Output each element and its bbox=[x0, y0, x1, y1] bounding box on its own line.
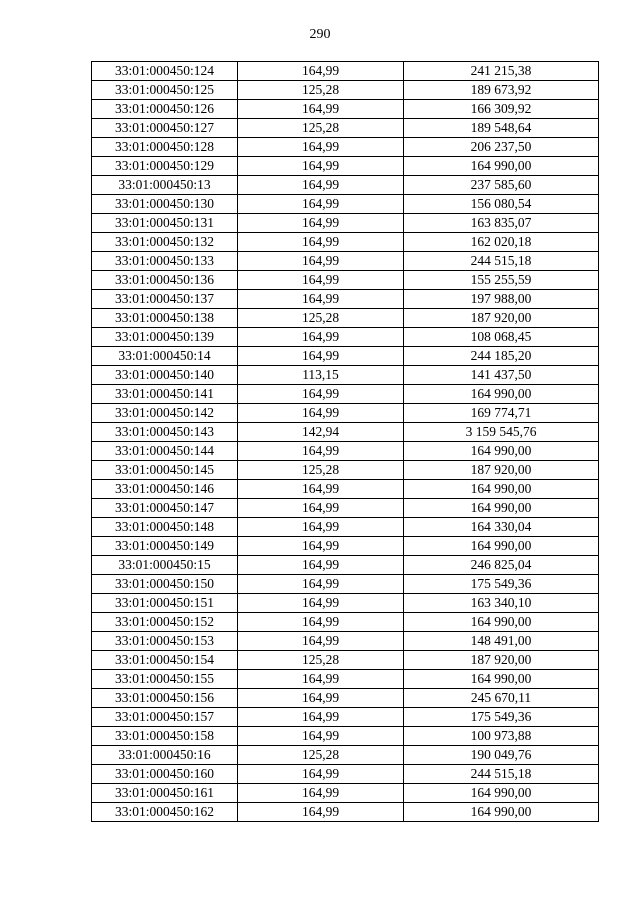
cadastral-number-cell: 33:01:000450:126 bbox=[92, 100, 238, 119]
cadastral-number-cell: 33:01:000450:141 bbox=[92, 385, 238, 404]
table-row bbox=[92, 461, 599, 480]
area-cell: 125,28 bbox=[238, 309, 404, 328]
area-cell: 142,94 bbox=[238, 423, 404, 442]
cadastral-number-cell: 33:01:000450:16 bbox=[92, 746, 238, 765]
table-row bbox=[92, 385, 599, 404]
value-cell: 148 491,00 bbox=[404, 632, 599, 651]
table-row bbox=[92, 803, 599, 822]
cadastral-number-cell: 33:01:000450:154 bbox=[92, 651, 238, 670]
value-cell: 189 673,92 bbox=[404, 81, 599, 100]
area-cell: 164,99 bbox=[238, 765, 404, 784]
cadastral-number-cell: 33:01:000450:14 bbox=[92, 347, 238, 366]
table-row bbox=[92, 518, 599, 537]
value-cell: 206 237,50 bbox=[404, 138, 599, 157]
area-cell: 164,99 bbox=[238, 632, 404, 651]
area-cell: 164,99 bbox=[238, 594, 404, 613]
cadastral-number-cell: 33:01:000450:150 bbox=[92, 575, 238, 594]
value-cell: 141 437,50 bbox=[404, 366, 599, 385]
cadastral-number-cell: 33:01:000450:124 bbox=[92, 62, 238, 81]
cadastral-number-cell: 33:01:000450:151 bbox=[92, 594, 238, 613]
table-row bbox=[92, 252, 599, 271]
table-row bbox=[92, 442, 599, 461]
value-cell: 164 990,00 bbox=[404, 613, 599, 632]
area-cell: 164,99 bbox=[238, 518, 404, 537]
value-cell: 156 080,54 bbox=[404, 195, 599, 214]
value-cell: 244 185,20 bbox=[404, 347, 599, 366]
value-cell: 244 515,18 bbox=[404, 252, 599, 271]
table-row bbox=[92, 480, 599, 499]
value-cell: 163 340,10 bbox=[404, 594, 599, 613]
area-cell: 164,99 bbox=[238, 214, 404, 233]
value-cell: 100 973,88 bbox=[404, 727, 599, 746]
cadastral-number-cell: 33:01:000450:161 bbox=[92, 784, 238, 803]
cadastral-number-cell: 33:01:000450:13 bbox=[92, 176, 238, 195]
cadastral-number-cell: 33:01:000450:155 bbox=[92, 670, 238, 689]
table-row bbox=[92, 613, 599, 632]
table-body bbox=[92, 62, 599, 822]
area-cell: 125,28 bbox=[238, 746, 404, 765]
area-cell: 164,99 bbox=[238, 784, 404, 803]
table-row bbox=[92, 708, 599, 727]
table-row bbox=[92, 423, 599, 442]
area-cell: 164,99 bbox=[238, 100, 404, 119]
value-cell: 197 988,00 bbox=[404, 290, 599, 309]
value-cell: 164 990,00 bbox=[404, 499, 599, 518]
value-cell: 164 990,00 bbox=[404, 480, 599, 499]
cadastral-number-cell: 33:01:000450:142 bbox=[92, 404, 238, 423]
area-cell: 164,99 bbox=[238, 157, 404, 176]
table-row bbox=[92, 176, 599, 195]
value-cell: 190 049,76 bbox=[404, 746, 599, 765]
value-cell: 175 549,36 bbox=[404, 575, 599, 594]
area-cell: 164,99 bbox=[238, 708, 404, 727]
cadastral-number-cell: 33:01:000450:152 bbox=[92, 613, 238, 632]
table-row bbox=[92, 138, 599, 157]
area-cell: 125,28 bbox=[238, 81, 404, 100]
table-row bbox=[92, 784, 599, 803]
cadastral-number-cell: 33:01:000450:156 bbox=[92, 689, 238, 708]
cadastral-value-table bbox=[91, 61, 599, 822]
table-row bbox=[92, 195, 599, 214]
value-cell: 3 159 545,76 bbox=[404, 423, 599, 442]
cadastral-number-cell: 33:01:000450:125 bbox=[92, 81, 238, 100]
cadastral-number-cell: 33:01:000450:131 bbox=[92, 214, 238, 233]
area-cell: 164,99 bbox=[238, 670, 404, 689]
area-cell: 164,99 bbox=[238, 62, 404, 81]
area-cell: 125,28 bbox=[238, 119, 404, 138]
area-cell: 164,99 bbox=[238, 290, 404, 309]
cadastral-number-cell: 33:01:000450:133 bbox=[92, 252, 238, 271]
area-cell: 164,99 bbox=[238, 347, 404, 366]
cadastral-number-cell: 33:01:000450:136 bbox=[92, 271, 238, 290]
cadastral-number-cell: 33:01:000450:157 bbox=[92, 708, 238, 727]
cadastral-number-cell: 33:01:000450:143 bbox=[92, 423, 238, 442]
table-row bbox=[92, 214, 599, 233]
table-row bbox=[92, 328, 599, 347]
table-row bbox=[92, 746, 599, 765]
area-cell: 164,99 bbox=[238, 252, 404, 271]
cadastral-number-cell: 33:01:000450:127 bbox=[92, 119, 238, 138]
area-cell: 164,99 bbox=[238, 442, 404, 461]
area-cell: 164,99 bbox=[238, 613, 404, 632]
value-cell: 189 548,64 bbox=[404, 119, 599, 138]
value-cell: 164 990,00 bbox=[404, 803, 599, 822]
value-cell: 164 330,04 bbox=[404, 518, 599, 537]
cadastral-number-cell: 33:01:000450:144 bbox=[92, 442, 238, 461]
cadastral-number-cell: 33:01:000450:145 bbox=[92, 461, 238, 480]
table-row bbox=[92, 537, 599, 556]
value-cell: 246 825,04 bbox=[404, 556, 599, 575]
value-cell: 245 670,11 bbox=[404, 689, 599, 708]
value-cell: 164 990,00 bbox=[404, 442, 599, 461]
table-row bbox=[92, 233, 599, 252]
value-cell: 164 990,00 bbox=[404, 784, 599, 803]
area-cell: 164,99 bbox=[238, 803, 404, 822]
area-cell: 164,99 bbox=[238, 556, 404, 575]
table-row bbox=[92, 727, 599, 746]
cadastral-number-cell: 33:01:000450:153 bbox=[92, 632, 238, 651]
table-row bbox=[92, 594, 599, 613]
value-cell: 164 990,00 bbox=[404, 537, 599, 556]
area-cell: 164,99 bbox=[238, 176, 404, 195]
value-cell: 162 020,18 bbox=[404, 233, 599, 252]
cadastral-number-cell: 33:01:000450:138 bbox=[92, 309, 238, 328]
area-cell: 164,99 bbox=[238, 328, 404, 347]
value-cell: 169 774,71 bbox=[404, 404, 599, 423]
cadastral-number-cell: 33:01:000450:15 bbox=[92, 556, 238, 575]
cadastral-number-cell: 33:01:000450:139 bbox=[92, 328, 238, 347]
table-row bbox=[92, 689, 599, 708]
cadastral-number-cell: 33:01:000450:158 bbox=[92, 727, 238, 746]
value-cell: 164 990,00 bbox=[404, 157, 599, 176]
cadastral-number-cell: 33:01:000450:128 bbox=[92, 138, 238, 157]
value-cell: 237 585,60 bbox=[404, 176, 599, 195]
cadastral-number-cell: 33:01:000450:149 bbox=[92, 537, 238, 556]
area-cell: 164,99 bbox=[238, 499, 404, 518]
area-cell: 125,28 bbox=[238, 461, 404, 480]
table-row bbox=[92, 670, 599, 689]
table-row bbox=[92, 366, 599, 385]
area-cell: 164,99 bbox=[238, 385, 404, 404]
area-cell: 164,99 bbox=[238, 271, 404, 290]
area-cell: 164,99 bbox=[238, 480, 404, 499]
table-row bbox=[92, 81, 599, 100]
table-row bbox=[92, 632, 599, 651]
table-row bbox=[92, 290, 599, 309]
table-row bbox=[92, 404, 599, 423]
cadastral-number-cell: 33:01:000450:129 bbox=[92, 157, 238, 176]
value-cell: 164 990,00 bbox=[404, 385, 599, 404]
cadastral-number-cell: 33:01:000450:132 bbox=[92, 233, 238, 252]
area-cell: 164,99 bbox=[238, 404, 404, 423]
area-cell: 164,99 bbox=[238, 537, 404, 556]
table-row bbox=[92, 309, 599, 328]
value-cell: 187 920,00 bbox=[404, 651, 599, 670]
cadastral-number-cell: 33:01:000450:146 bbox=[92, 480, 238, 499]
table-row bbox=[92, 157, 599, 176]
value-cell: 166 309,92 bbox=[404, 100, 599, 119]
value-cell: 164 990,00 bbox=[404, 670, 599, 689]
table-row bbox=[92, 651, 599, 670]
table-row bbox=[92, 556, 599, 575]
table-row bbox=[92, 271, 599, 290]
value-cell: 241 215,38 bbox=[404, 62, 599, 81]
area-cell: 164,99 bbox=[238, 138, 404, 157]
table-row bbox=[92, 100, 599, 119]
table-row bbox=[92, 347, 599, 366]
table-row bbox=[92, 119, 599, 138]
cadastral-number-cell: 33:01:000450:137 bbox=[92, 290, 238, 309]
table-row bbox=[92, 575, 599, 594]
table-row bbox=[92, 499, 599, 518]
table-row bbox=[92, 765, 599, 784]
value-cell: 187 920,00 bbox=[404, 461, 599, 480]
value-cell: 163 835,07 bbox=[404, 214, 599, 233]
cadastral-number-cell: 33:01:000450:147 bbox=[92, 499, 238, 518]
area-cell: 125,28 bbox=[238, 651, 404, 670]
area-cell: 164,99 bbox=[238, 233, 404, 252]
cadastral-number-cell: 33:01:000450:130 bbox=[92, 195, 238, 214]
cadastral-number-cell: 33:01:000450:160 bbox=[92, 765, 238, 784]
area-cell: 164,99 bbox=[238, 195, 404, 214]
value-cell: 187 920,00 bbox=[404, 309, 599, 328]
value-cell: 244 515,18 bbox=[404, 765, 599, 784]
value-cell: 108 068,45 bbox=[404, 328, 599, 347]
area-cell: 113,15 bbox=[238, 366, 404, 385]
area-cell: 164,99 bbox=[238, 575, 404, 594]
table-row bbox=[92, 62, 599, 81]
page-number: 290 bbox=[309, 27, 331, 42]
area-cell: 164,99 bbox=[238, 727, 404, 746]
cadastral-number-cell: 33:01:000450:148 bbox=[92, 518, 238, 537]
cadastral-number-cell: 33:01:000450:140 bbox=[92, 366, 238, 385]
cadastral-number-cell: 33:01:000450:162 bbox=[92, 803, 238, 822]
area-cell: 164,99 bbox=[238, 689, 404, 708]
value-cell: 175 549,36 bbox=[404, 708, 599, 727]
value-cell: 155 255,59 bbox=[404, 271, 599, 290]
